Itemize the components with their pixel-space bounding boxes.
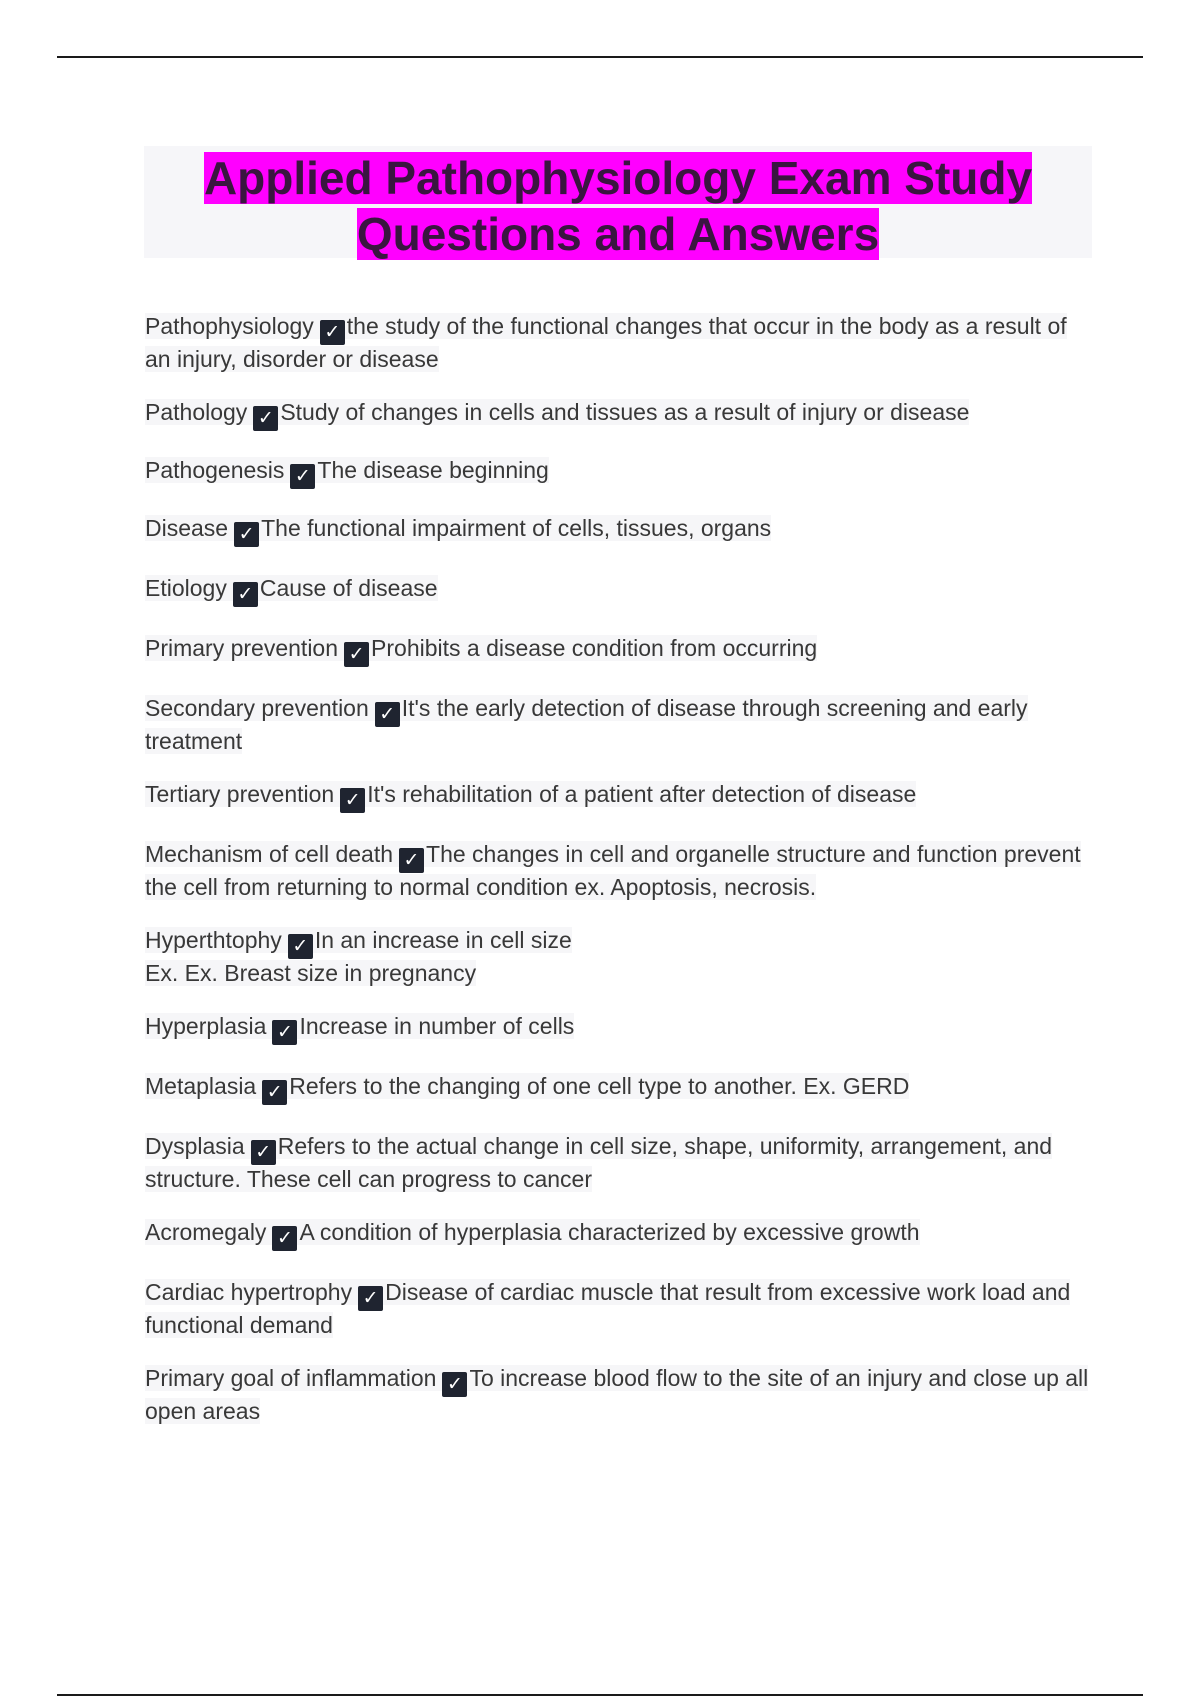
- qa-definition: It's the early detection of disease through screening and early treatment: [145, 695, 1028, 754]
- qa-item: [145, 574, 1095, 607]
- document-title: [144, 146, 1092, 262]
- checkbox-checked-icon: ✓: [272, 1020, 297, 1045]
- qa-item: [145, 1364, 1095, 1426]
- qa-term: Pathophysiology: [145, 313, 314, 339]
- qa-text: [145, 1219, 920, 1249]
- bottom-rule: [57, 1694, 1143, 1696]
- qa-text: [145, 575, 438, 605]
- qa-term: Hyperthtophy: [145, 927, 282, 953]
- qa-term: Acromegaly: [145, 1219, 267, 1245]
- qa-term: Pathogenesis: [145, 457, 285, 483]
- title-line-1: Applied Pathophysiology Exam Study: [203, 152, 1033, 204]
- qa-term: Disease: [145, 515, 229, 541]
- qa-definition: To increase blood flow to the site of an injury and close up all open areas: [145, 1365, 1089, 1424]
- qa-definition: Increase in number of cells: [299, 1013, 575, 1039]
- qa-item: [145, 1072, 1095, 1105]
- qa-definition: The functional impairment of cells, tissues, organs: [261, 515, 772, 541]
- qa-term: Etiology: [145, 575, 227, 601]
- title-line-2: Questions and Answers: [356, 208, 880, 260]
- qa-item: [145, 694, 1095, 756]
- qa-term: Pathology: [145, 399, 248, 425]
- qa-text: [145, 457, 549, 487]
- checkbox-checked-icon: ✓: [253, 406, 278, 431]
- qa-definition: It's rehabilitation of a patient after detection of disease: [367, 781, 917, 807]
- qa-text: [145, 1133, 1052, 1192]
- qa-definition: In an increase in cell size: [314, 927, 572, 953]
- qa-item: [145, 456, 1095, 489]
- qa-text: [145, 927, 572, 986]
- checkbox-checked-icon: ✓: [233, 582, 258, 607]
- checkbox-checked-icon: ✓: [344, 642, 369, 667]
- checkbox-checked-icon: ✓: [234, 522, 259, 547]
- qa-item: [145, 1132, 1095, 1194]
- qa-item: [145, 514, 1095, 547]
- checkbox-checked-icon: ✓: [358, 1286, 383, 1311]
- top-rule: [57, 56, 1143, 58]
- qa-text: [145, 313, 1067, 372]
- checkbox-checked-icon: ✓: [375, 702, 400, 727]
- qa-definition: Disease of cardiac muscle that result from excessive work load and functional demand: [145, 1279, 1071, 1338]
- checkbox-checked-icon: ✓: [399, 848, 424, 873]
- qa-item: [145, 840, 1095, 902]
- qa-definition: Prohibits a disease condition from occurring: [371, 635, 818, 661]
- checkbox-checked-icon: ✓: [262, 1080, 287, 1105]
- qa-item: [145, 926, 1095, 988]
- qa-text: [145, 1073, 910, 1103]
- qa-text: [145, 635, 818, 665]
- checkbox-checked-icon: ✓: [340, 788, 365, 813]
- qa-item: [145, 1012, 1095, 1045]
- qa-definition: the study of the functional changes that occur in the body as a result of an injury, disorder or disease: [145, 313, 1067, 372]
- qa-item: [145, 780, 1095, 813]
- qa-term: Tertiary prevention: [145, 781, 335, 807]
- qa-term: Metaplasia: [145, 1073, 257, 1099]
- qa-text: [145, 695, 1028, 754]
- qa-list: [145, 312, 1095, 1426]
- qa-definition: A condition of hyperplasia characterized by excessive growth: [299, 1219, 920, 1245]
- qa-definition: Refers to the changing of one cell type to another. Ex. GERD: [289, 1073, 910, 1099]
- qa-definition-line-2: Ex. Ex. Breast size in pregnancy: [145, 960, 477, 986]
- qa-item: [145, 398, 1095, 431]
- checkbox-checked-icon: ✓: [251, 1140, 276, 1165]
- qa-definition: Study of changes in cells and tissues as a result of injury or disease: [280, 399, 970, 425]
- qa-text: [145, 399, 970, 429]
- qa-definition: Refers to the actual change in cell size, shape, uniformity, arrangement, and structure. These cell can progress to cancer: [145, 1133, 1053, 1192]
- checkbox-checked-icon: ✓: [442, 1372, 467, 1397]
- qa-term: Cardiac hypertrophy: [145, 1279, 353, 1305]
- qa-text: [145, 1365, 1088, 1424]
- qa-definition: The disease beginning: [317, 457, 549, 483]
- qa-item: [145, 312, 1095, 374]
- qa-term: Hyperplasia: [145, 1013, 267, 1039]
- qa-text: [145, 1279, 1070, 1338]
- qa-item: [145, 1278, 1095, 1340]
- qa-term: Mechanism of cell death: [145, 841, 394, 867]
- qa-text: [145, 841, 1081, 900]
- qa-term: Secondary prevention: [145, 695, 369, 721]
- qa-term: Primary goal of inflammation: [145, 1365, 437, 1391]
- checkbox-checked-icon: ✓: [272, 1226, 297, 1251]
- title-box: [144, 146, 1092, 258]
- qa-definition: Cause of disease: [259, 575, 438, 601]
- qa-term: Primary prevention: [145, 635, 339, 661]
- qa-text: [145, 515, 772, 545]
- qa-definition: The changes in cell and organelle structure and function prevent the cell from returning to normal condition ex. Apoptosis, necrosis.: [145, 841, 1081, 900]
- qa-item: [145, 634, 1095, 667]
- qa-item: [145, 1218, 1095, 1251]
- qa-term: Dysplasia: [145, 1133, 245, 1159]
- checkbox-checked-icon: ✓: [320, 320, 345, 345]
- checkbox-checked-icon: ✓: [290, 464, 315, 489]
- qa-text: [145, 1013, 575, 1043]
- checkbox-checked-icon: ✓: [288, 934, 313, 959]
- qa-text: [145, 781, 917, 811]
